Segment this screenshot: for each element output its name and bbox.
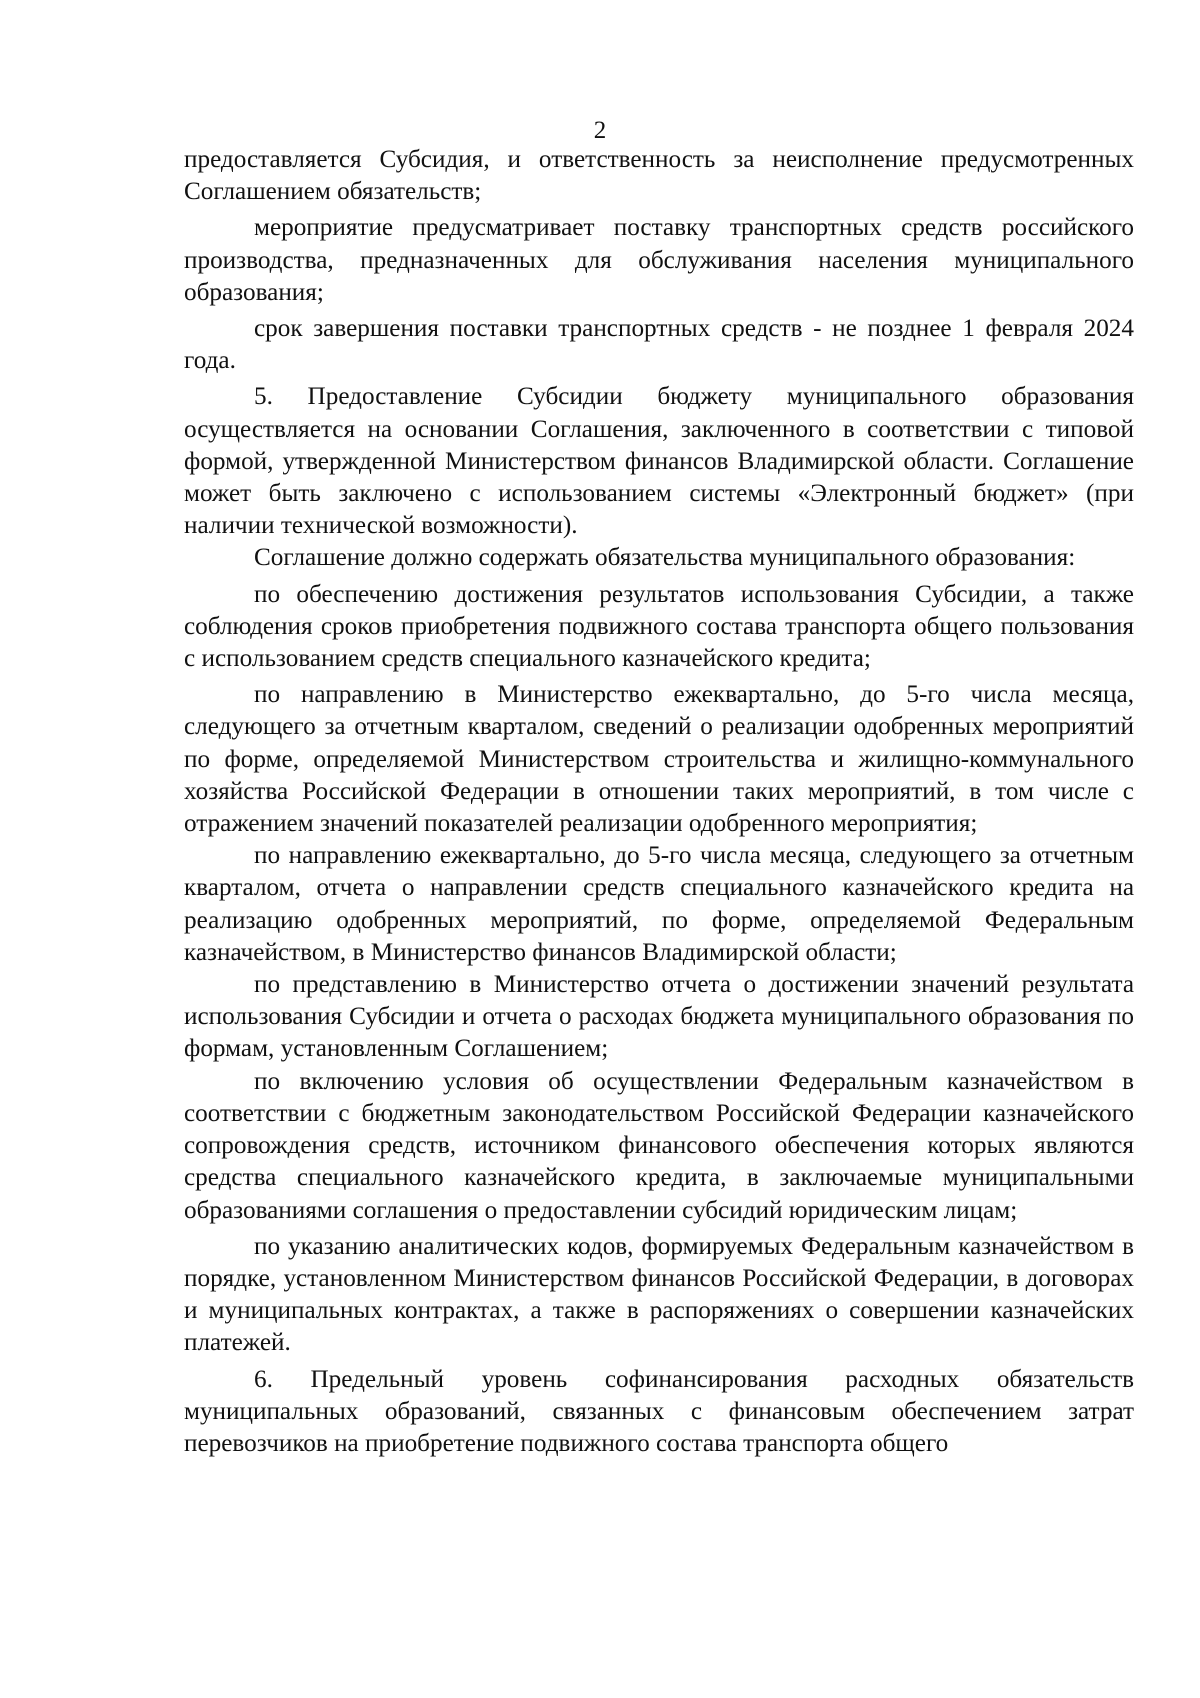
paragraph-obligation-results: по обеспечению достижения результатов использования Субсидии, а также соблюдения сроков приобретения подвижного состава транспорта общего пользования с использованием средств специального казначейского кредита; [184, 580, 1134, 673]
paragraph-obligation-reports-treasury: по направлению ежеквартально, до 5-го числа месяца, следующего за отчетным кварталом, отчета о направлении средств специального казначейского кредита на реализацию одобренных мероприятий, по форме, определяемой Федеральным казначейством, в Министерство финансов Владимирской области; [184, 842, 1134, 966]
paragraph-continuation: предоставляется Субсидия, и ответственность за неисполнение предусмотренных Соглашением обязательств; [184, 146, 1134, 206]
paragraph-obligation-treasury-support: по включению условия об осуществлении Федеральным казначейством в соответствии с бюджетным законодательством Российской Федерации казначейского сопровождения средств, источником финансового обеспечения которых являются средства специального казначейского кредита, в заключаемые муниципальными образованиями соглашения о предоставлении субсидий юридическим лицам; [184, 1067, 1134, 1224]
paragraph-item-6: 6. Предельный уровень софинансирования расходных обязательств муниципальных образований, связанных с финансовым обеспечением затрат перевозчиков на приобретение подвижного состава транспорта общего [184, 1365, 1134, 1457]
paragraph-obligation-presentation: по представлению в Министерство отчета о достижении значений результата использования Субсидии и отчета о расходах бюджета муниципального образования по формам, установленным Соглашением; [184, 971, 1134, 1063]
paragraph-item-5: 5. Предоставление Субсидии бюджету муниципального образования осуществляется на основании Соглашения, заключенного в соответствии с типовой формой, утвержденной Министерством финансов Владимирской области. Соглашение может быть заключено с использованием системы «Электронный бюджет» (при наличии технической возможности). [184, 383, 1134, 540]
document-body [184, 144, 1134, 1460]
paragraph-event-delivery: мероприятие предусматривает поставку транспортных средств российского производства, предназначенных для обслуживания населения муниципального образования; [184, 214, 1134, 306]
paragraph-obligation-reports-ministry: по направлению в Министерство ежеквартально, до 5-го числа месяца, следующего за отчетным кварталом, сведений о реализации одобренных мероприятий по форме, определяемой Министерством строительства и жилищно-коммунального хозяйства Российской Федерации в отношении таких мероприятий, в том числе с отражением значений показателей реализации одобренного мероприятия; [184, 681, 1134, 838]
page-number: 2 [593, 117, 607, 144]
paragraph-obligation-analytic-codes: по указанию аналитических кодов, формируемых Федеральным казначейством в порядке, установленном Министерством финансов Российской Федерации, в договорах и муниципальных контрактах, а также в распоряжениях о совершении казначейских платежей. [184, 1232, 1134, 1357]
paragraph-delivery-deadline: срок завершения поставки транспортных средств - не позднее 1 февраля 2024 года. [184, 315, 1134, 375]
paragraph-agreement-obligations: Соглашение должно содержать обязательства муниципального образования: [254, 544, 1076, 572]
